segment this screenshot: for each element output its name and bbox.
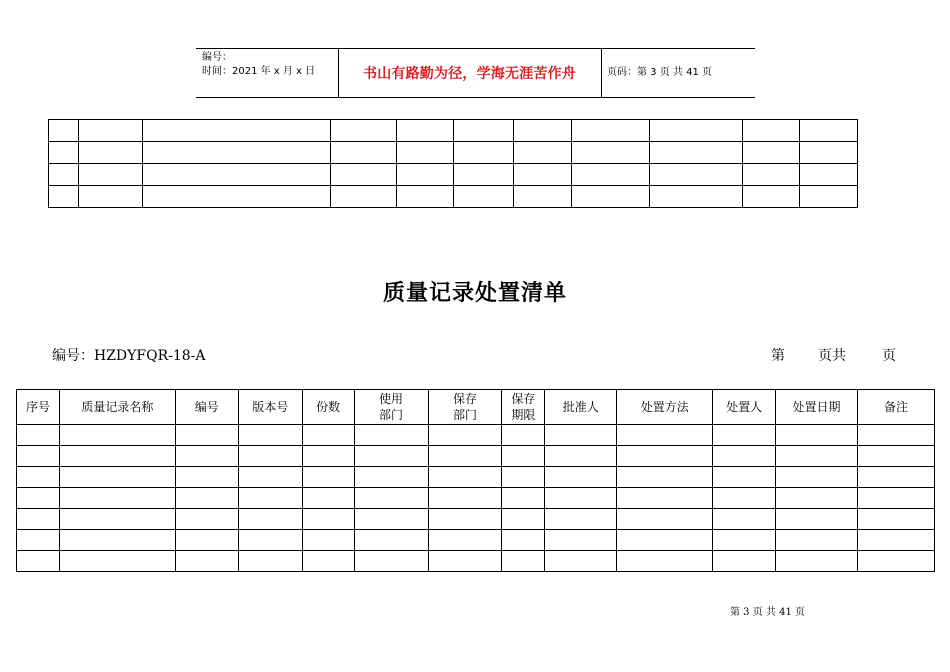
- table-cell[interactable]: [17, 467, 60, 488]
- column-header: 保存 部门: [428, 390, 502, 425]
- table-cell[interactable]: [428, 467, 502, 488]
- table-cell[interactable]: [59, 488, 175, 509]
- header-page-cell: [602, 49, 755, 97]
- table-row: [17, 551, 935, 572]
- table-cell[interactable]: [502, 551, 545, 572]
- table-cell: [742, 186, 799, 208]
- table-cell[interactable]: [428, 446, 502, 467]
- table-row: [49, 142, 858, 164]
- column-header: 处置方法: [617, 390, 713, 425]
- table-cell: [799, 186, 857, 208]
- table-cell[interactable]: [502, 509, 545, 530]
- table-cell[interactable]: [302, 551, 354, 572]
- table-cell[interactable]: [617, 551, 713, 572]
- table-cell[interactable]: [238, 425, 302, 446]
- table-cell[interactable]: [502, 467, 545, 488]
- table-cell[interactable]: [545, 446, 617, 467]
- table-cell[interactable]: [617, 446, 713, 467]
- table-cell[interactable]: [354, 467, 428, 488]
- table-cell: [49, 142, 79, 164]
- table-cell[interactable]: [59, 446, 175, 467]
- table-cell: [397, 164, 454, 186]
- table-cell: [331, 120, 397, 142]
- page-header: [196, 48, 755, 98]
- table-cell[interactable]: [428, 488, 502, 509]
- table-cell[interactable]: [776, 509, 858, 530]
- table-row: [17, 509, 935, 530]
- table-cell[interactable]: [302, 488, 354, 509]
- table-cell[interactable]: [238, 509, 302, 530]
- table-cell: [571, 186, 649, 208]
- page-code: 页码：第 3 页 共 41 页: [607, 67, 712, 78]
- table-cell[interactable]: [175, 509, 238, 530]
- table-cell: [799, 120, 857, 142]
- table-cell: [143, 186, 331, 208]
- motto-text: 书山有路勤为径，学海无涯苦作舟: [363, 66, 576, 82]
- table-cell: [49, 120, 79, 142]
- table-cell[interactable]: [59, 509, 175, 530]
- table-cell: [397, 120, 454, 142]
- table-cell[interactable]: [713, 467, 776, 488]
- table-cell: [454, 120, 513, 142]
- table-cell[interactable]: [428, 530, 502, 551]
- table-cell: [799, 142, 857, 164]
- page-mark-ye-gong: 页共: [818, 348, 846, 364]
- table-cell: [742, 120, 799, 142]
- table-cell: [143, 164, 331, 186]
- table-cell[interactable]: [545, 467, 617, 488]
- table-cell[interactable]: [302, 509, 354, 530]
- table-cell[interactable]: [175, 488, 238, 509]
- column-header: 批准人: [545, 390, 617, 425]
- table-cell: [79, 164, 143, 186]
- table-cell: [143, 142, 331, 164]
- table-cell[interactable]: [617, 488, 713, 509]
- table-cell: [742, 142, 799, 164]
- table-cell[interactable]: [238, 488, 302, 509]
- column-header: 份数: [302, 390, 354, 425]
- upper-empty-table: [48, 119, 858, 208]
- table-cell[interactable]: [713, 446, 776, 467]
- table-cell: [649, 186, 742, 208]
- table-cell[interactable]: [354, 446, 428, 467]
- table-cell[interactable]: [59, 530, 175, 551]
- table-cell: [397, 142, 454, 164]
- table-cell: [513, 142, 571, 164]
- table-cell[interactable]: [175, 467, 238, 488]
- table-cell: [742, 164, 799, 186]
- table-cell[interactable]: [354, 425, 428, 446]
- table-cell[interactable]: [59, 551, 175, 572]
- table-cell[interactable]: [545, 488, 617, 509]
- table-cell[interactable]: [857, 446, 934, 467]
- table-cell[interactable]: [617, 530, 713, 551]
- table-cell[interactable]: [713, 530, 776, 551]
- table-cell[interactable]: [59, 467, 175, 488]
- table-cell[interactable]: [354, 488, 428, 509]
- table-cell[interactable]: [17, 509, 60, 530]
- table-cell: [571, 120, 649, 142]
- table-cell[interactable]: [502, 425, 545, 446]
- table-cell[interactable]: [428, 551, 502, 572]
- column-header: 保存 期限: [502, 390, 545, 425]
- table-cell: [331, 164, 397, 186]
- table-cell[interactable]: [354, 551, 428, 572]
- table-cell: [513, 186, 571, 208]
- table-cell[interactable]: [857, 509, 934, 530]
- table-cell[interactable]: [617, 425, 713, 446]
- column-header: 序号: [17, 390, 60, 425]
- disposal-table: [16, 389, 935, 572]
- table-cell[interactable]: [354, 509, 428, 530]
- column-header: 使用 部门: [354, 390, 428, 425]
- table-cell: [49, 164, 79, 186]
- table-cell: [331, 186, 397, 208]
- table-cell[interactable]: [776, 530, 858, 551]
- table-cell[interactable]: [545, 509, 617, 530]
- table-row: [17, 467, 935, 488]
- table-cell[interactable]: [857, 530, 934, 551]
- table-cell[interactable]: [17, 551, 60, 572]
- table-cell: [454, 186, 513, 208]
- column-header: 版本号: [238, 390, 302, 425]
- page-title: 质量记录处置清单: [382, 280, 567, 306]
- table-cell[interactable]: [713, 551, 776, 572]
- header-left-cell: [196, 49, 339, 97]
- table-cell: [79, 120, 143, 142]
- table-header-row: [17, 390, 935, 425]
- table-cell[interactable]: [17, 530, 60, 551]
- table-cell[interactable]: [354, 530, 428, 551]
- table-cell[interactable]: [175, 425, 238, 446]
- table-cell[interactable]: [857, 425, 934, 446]
- table-cell: [571, 164, 649, 186]
- table-cell: [143, 120, 331, 142]
- column-header: 处置人: [713, 390, 776, 425]
- table-cell[interactable]: [776, 467, 858, 488]
- table-cell[interactable]: [502, 488, 545, 509]
- table-cell[interactable]: [302, 467, 354, 488]
- table-cell[interactable]: [776, 488, 858, 509]
- table-cell[interactable]: [617, 509, 713, 530]
- table-cell: [454, 142, 513, 164]
- table-cell[interactable]: [428, 509, 502, 530]
- table-cell[interactable]: [59, 425, 175, 446]
- table-cell[interactable]: [545, 551, 617, 572]
- table-cell: [649, 120, 742, 142]
- table-cell: [649, 142, 742, 164]
- table-cell[interactable]: [175, 530, 238, 551]
- table-cell[interactable]: [238, 467, 302, 488]
- table-cell[interactable]: [502, 530, 545, 551]
- table-cell[interactable]: [857, 488, 934, 509]
- column-header: 备注: [857, 390, 934, 425]
- table-cell[interactable]: [302, 425, 354, 446]
- page-mark-ye: 页: [882, 348, 896, 364]
- time-label: 时间：2021 年 x 月 x 日: [202, 66, 316, 77]
- table-cell[interactable]: [428, 425, 502, 446]
- column-header: 编号: [175, 390, 238, 425]
- table-cell[interactable]: [776, 446, 858, 467]
- column-header: 处置日期: [776, 390, 858, 425]
- table-cell: [513, 164, 571, 186]
- table-cell[interactable]: [713, 488, 776, 509]
- table-cell: [799, 164, 857, 186]
- table-row: [17, 488, 935, 509]
- table-cell: [454, 164, 513, 186]
- page-footer: 第 3 页 共 41 页: [730, 607, 805, 618]
- table-cell[interactable]: [17, 425, 60, 446]
- table-row: [17, 446, 935, 467]
- table-cell: [79, 142, 143, 164]
- table-cell: [331, 142, 397, 164]
- table-row: [49, 164, 858, 186]
- table-row: [17, 530, 935, 551]
- table-cell[interactable]: [713, 425, 776, 446]
- table-cell[interactable]: [857, 467, 934, 488]
- table-cell[interactable]: [17, 446, 60, 467]
- table-cell[interactable]: [617, 467, 713, 488]
- table-cell[interactable]: [238, 530, 302, 551]
- table-cell: [649, 164, 742, 186]
- table-cell[interactable]: [776, 425, 858, 446]
- number-label: 编号：: [202, 52, 232, 63]
- table-cell[interactable]: [302, 530, 354, 551]
- table-cell[interactable]: [545, 425, 617, 446]
- table-cell[interactable]: [776, 551, 858, 572]
- table-row: [49, 186, 858, 208]
- table-cell[interactable]: [175, 551, 238, 572]
- table-cell: [49, 186, 79, 208]
- table-cell: [571, 142, 649, 164]
- table-cell[interactable]: [857, 551, 934, 572]
- table-cell[interactable]: [302, 446, 354, 467]
- table-cell[interactable]: [175, 446, 238, 467]
- doc-code: 编号：HZDYFQR-18-A: [52, 348, 206, 364]
- page-mark-di: 第: [771, 348, 785, 364]
- header-motto-cell: [338, 49, 602, 97]
- table-cell: [79, 186, 143, 208]
- table-row: [17, 425, 935, 446]
- table-cell[interactable]: [545, 530, 617, 551]
- table-cell[interactable]: [17, 488, 60, 509]
- table-cell[interactable]: [502, 446, 545, 467]
- table-cell[interactable]: [238, 446, 302, 467]
- column-header: 质量记录名称: [59, 390, 175, 425]
- table-cell[interactable]: [238, 551, 302, 572]
- table-cell[interactable]: [713, 509, 776, 530]
- table-cell: [513, 120, 571, 142]
- table-row: [49, 120, 858, 142]
- table-cell: [397, 186, 454, 208]
